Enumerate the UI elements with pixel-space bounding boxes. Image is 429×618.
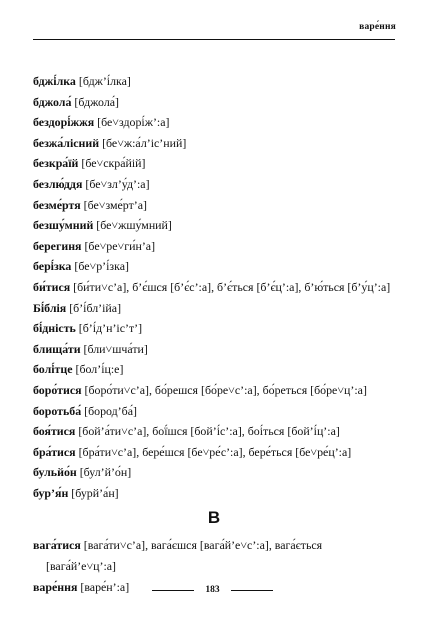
entry-headword: безжа́лісний [33,135,100,150]
entry-headword: бері́зка [33,259,72,274]
dictionary-entry [33,359,395,380]
page-footer [0,583,429,597]
entry-transcription: [варе́н’:а] [77,579,130,594]
entry-transcription: [бе˅зме́рт’а] [80,197,147,212]
dictionary-entry [33,277,395,298]
dictionary-entry [33,298,395,319]
footer-rule-left [152,590,194,591]
entry-transcription: [бдж’і́лка] [75,74,131,88]
entry-headword: берегиня [33,238,82,253]
dictionary-entry [33,462,395,483]
dictionary-entry [33,256,395,277]
entry-headword: бульйо́н [33,465,77,480]
entry-transcription: [бе˅здорі́ж’:а] [94,115,170,130]
entry-headword: бездорі́жжя [33,115,95,130]
entry-transcription: [бород’ба́] [81,403,137,418]
dictionary-entry [33,483,395,504]
entry-transcription: [бра́ти˅с’а], бере́шся [бе˅ре́с’:а], бере́ться [бе˅ре́ц’:а] [75,444,352,459]
dictionary-entry [33,71,395,92]
entry-transcription: [бе˅жшу́мний] [93,218,172,233]
entry-headword: безлю́ддя [33,176,83,191]
entry-headword: боротьба́ [33,403,82,418]
entry-list [33,71,395,597]
dictionary-entry [33,339,395,360]
entry-headword: бі́дність [33,321,76,336]
dictionary-entry [33,133,395,154]
dictionary-entry [33,401,395,422]
dictionary-entry [33,215,395,236]
entry-transcription: [бе˅зл’у́д’:а] [82,176,150,191]
entry-headword: бджі́лка [33,74,76,88]
section-letter: В [207,508,221,528]
entry-headword: вага́тися [33,538,81,553]
entry-headword: болі́тце [33,362,73,377]
header-rule [33,39,395,40]
entry-headword: бур’я́н [33,485,69,500]
entry-headword: блища́ти [33,341,81,356]
entry-transcription: [бли˅шча́ти] [80,341,148,356]
entry-transcription: [би́ти˅с’а], б’є́шся [б’є́с’:а], б’є́ться [б’є́ц’:а], б’ю́ться [б’у́ц’:а] [70,279,391,294]
dictionary-entry [33,195,395,216]
entry-transcription: [бурй’а́н] [68,485,119,500]
entry-headword: бра́тися [33,444,76,459]
entry-headword: бджола́ [33,94,72,109]
entry-transcription: [бой’а́ти˅с’а], бої́шся [бой’і́с’:а], боі́ться [бой’і́ц’:а] [75,424,340,439]
dictionary-entry [33,318,395,339]
dictionary-entry [33,380,395,401]
entry-transcription: [бе˅скра́йій] [78,156,146,171]
entry-transcription: [бол’і́ц:е] [72,362,124,377]
footer-rule-right [231,590,273,591]
entry-headword: би́тися [33,279,71,294]
dictionary-entry [33,442,395,463]
entry-headword: безме́ртя [33,197,81,212]
entry-transcription: [бе˅ре˅ги́н’а] [81,238,156,253]
entry-headword: боро́тися [33,382,82,397]
running-head: варе́ння [359,22,396,32]
entry-transcription: [вага́ти˅с’а], вага́єшся [вага́й’е˅с’:а], вага́ється [вага́й’е˅ц’:а] [46,538,323,574]
dictionary-entry [33,112,395,133]
entry-transcription: [бул’й’о́н] [76,465,132,480]
entry-headword: боя́тися [33,424,76,439]
dictionary-entry [33,421,395,442]
entry-headword: варе́ння [33,579,78,594]
entry-transcription: [бджола́] [71,94,120,109]
section-b-entries [33,71,395,503]
dictionary-entry [33,535,395,576]
entry-transcription: [бе˅ж:а́л’іс’ний] [99,135,187,150]
entry-headword: безшу́мний [33,218,94,233]
dictionary-entry [33,92,395,113]
entry-headword: Бі́блія [33,300,67,315]
dictionary-entry [33,236,395,257]
entry-transcription: [боро́ти˅с’а], бо́решся [бо́ре˅с’:а], бо́реться [бо́ре˅ц’:а] [81,382,367,397]
entry-transcription: [бе˅р’і́зка] [71,259,129,274]
entry-transcription: [б’і́бл’ійа] [66,300,122,315]
dictionary-entry [33,174,395,195]
dictionary-entry [33,153,395,174]
entry-transcription: [б’і́д’н’іс’т’] [75,321,143,336]
entry-headword: безкра́їй [33,156,79,171]
page-number: 183 [205,585,220,595]
